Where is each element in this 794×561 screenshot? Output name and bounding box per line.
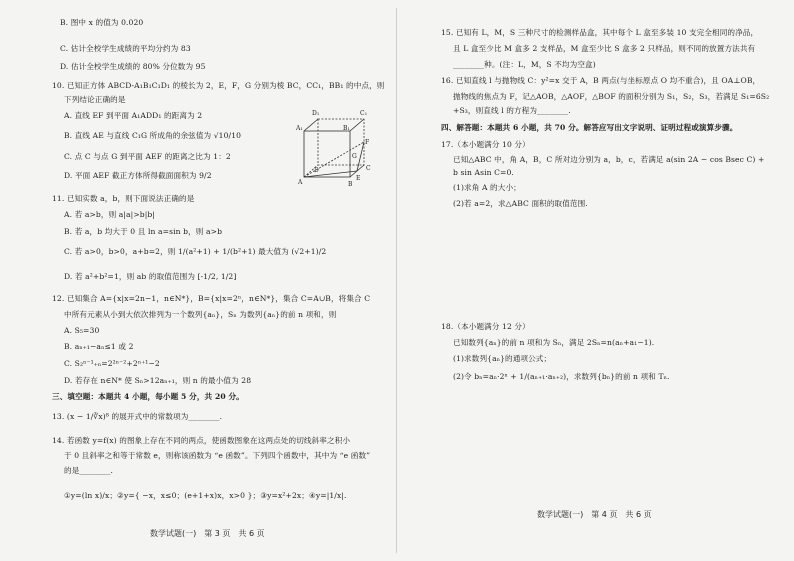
q9-option-c: C. 估计全校学生成绩的平均分约为 83 [60, 44, 191, 53]
cube-label-c1: C₁ [360, 110, 368, 117]
section-answer-header: 四、解答题：本题共 6 小题，共 70 分。解答应写出文字说明、证明过程或演算步骤。 [441, 123, 738, 132]
q14-functions: ①y=(ln x)/x；②y={ −x，x≤0；(e+1+x)x，x>0 }；③y=x²+2x；④y=|1/x|. [64, 491, 347, 500]
page-footer: 数学试题(一) 第 4 页 共 6 页 [537, 510, 652, 519]
q17-part1: (1)求角 A 的大小； [453, 183, 521, 192]
q10-stem: 10. 已知正方体 ABCD-A₁B₁C₁D₁ 的棱长为 2，E，F，G 分别为棱 BC，CC₁，BB₁ 的中点，则 [52, 81, 385, 90]
q14-line1: 14. 若函数 y=f(x) 的图象上存在不同的两点，使函数图象在这两点处的切线斜率之积小 [52, 436, 351, 445]
cube-label-b: B [348, 181, 353, 188]
q16-line1: 16. 已知直线 l 与抛物线 C：y²=x 交于 A，B 两点(与坐标原点 O 均不重合)，且 OA⊥OB， [441, 76, 761, 85]
section-fill-in-header: 三、填空题：本题共 4 小题，每小题 5 分，共 20 分。 [52, 392, 244, 401]
q12-option-d: D. 若存在 n∈N* 使 Sₙ>12aₙ₊₁，则 n 的最小值为 28 [64, 376, 252, 385]
q11-option-b: B. 若 a，b 均大于 0 且 ln a=sin b，则 a>b [64, 227, 223, 236]
q12-stem-cont: 中所有元素从小到大依次排列为一个数列{aₙ}，Sₙ 为数列{aₙ}的前 n 项和，则 [64, 310, 337, 319]
q10-option-b: B. 直线 AE 与直线 C₁G 所成角的余弦值为 √10/10 [64, 131, 242, 140]
q18-line1: 已知数列{aₙ}的前 n 项和为 Sₙ，满足 2Sₙ=n(aₙ+a₁−1). [453, 338, 655, 347]
q17-head: 17.（本小题满分 10 分） [441, 140, 530, 149]
q18-head: 18.（本小题满分 12 分） [441, 322, 530, 331]
q12-option-a: A. S₅=30 [64, 326, 100, 335]
q10-option-a: A. 直线 EF 到平面 A₁ADD₁ 的距离为 2 [64, 111, 203, 120]
q13: 13. (x − 1/∛x)⁸ 的展开式中的常数项为________. [52, 412, 223, 421]
cube-label-a: A [298, 179, 303, 186]
q11-option-a: A. 若 a>b，则 a|a|>b|b| [64, 210, 156, 219]
q15-line1: 15. 已知有 L，M，S 三种尺寸的检测样品盒，其中每个 L 盒至多装 10 支完全相同的净品， [441, 28, 759, 37]
q17-line1: 已知△ABC 中，角 A，B，C 所对边分别为 a，b，c，若满足 a(sin 2A − cos Bsec C) + [453, 155, 765, 164]
q10-stem-cont: 下列结论正确的是 [64, 95, 126, 104]
cube-label-b1: B₁ [343, 125, 351, 132]
q12-stem: 12. 已知集合 A={x|x=2n−1，n∈N*}，B={x|x=2ⁿ，n∈N*}，集合 C=A∪B，将集合 C [52, 294, 371, 303]
cube-label-a1: A₁ [296, 125, 303, 132]
q14-line2: 于 0 且斜率之和等于常数 e，则称该函数为 “e 函数”。下列四个函数中，其中为 “e 函数” [64, 451, 371, 460]
cube-label-e: E [356, 175, 361, 182]
q16-line2: 抛物线的焦点为 F，记△AOB，△AOF，△BOF 的面积分别为 S₁，S₂，S₃，若满足 S₁=6S₂ [453, 92, 770, 101]
q9-option-d: D. 估计全校学生成绩的 80% 分位数为 95 [60, 62, 206, 71]
q17-part2: (2)若 a=2，求△ABC 面积的取值范围. [453, 199, 588, 208]
q12-option-b: B. aₙ₊₁−aₙ≤1 或 2 [64, 342, 134, 351]
q15-line3: ________种。(注：L，M，S 不均为空盒) [453, 60, 596, 69]
q15-line2: 且 L 盒至少比 M 盒多 2 支样品，M 盒至少比 S 盒多 2 只样品，则不同的放置方法共有 [453, 44, 756, 53]
cube-label-d1: D₁ [312, 110, 320, 117]
cube-label-f: F [365, 139, 370, 146]
cube-label-c: C [366, 165, 371, 172]
q18-part1: (1)求数列{aₙ}的通项公式； [453, 354, 552, 363]
q10-option-d: D. 平面 AEF 截正方体所得截面面积为 9/2 [64, 171, 212, 180]
q18-part2: (2)令 bₙ=aₙ·2ⁿ + 1/(aₙ₊₁·aₙ₊₂)，求数列{bₙ}的前 n 项和 Tₙ. [453, 372, 670, 381]
q11-option-d: D. 若 a²+b²=1，则 ab 的取值范围为 [-1/2, 1/2] [64, 272, 237, 281]
exam-page-4 [397, 0, 794, 561]
q17-line2: b sin Asin C=0. [453, 168, 514, 177]
page-footer: 数学试题(一) 第 3 页 共 6 页 [150, 529, 265, 538]
cube-figure [300, 115, 370, 183]
q10-option-c: C. 点 C 与点 G 到平面 AEF 的距离之比为 1：2 [64, 152, 231, 161]
cube-label-g: G [352, 153, 357, 160]
q14-line3: 的是________. [64, 466, 114, 475]
cube-label-d: D [314, 167, 319, 174]
q11-stem: 11. 已知实数 a，b，则下面说法正确的是 [52, 194, 195, 203]
q12-option-c: C. S₂ⁿ⁻¹₊ₙ=2²ⁿ⁻²+2ⁿ⁺¹−2 [64, 359, 160, 368]
q9-option-b: B. 图中 x 的值为 0.020 [60, 18, 144, 27]
q16-line3: +S₃，则直线 l 的方程为________. [453, 106, 571, 115]
q11-option-c: C. 若 a>0，b>0，a+b=2，则 1/(a²+1) + 1/(b²+1) 最大值为 (√2+1)/2 [64, 247, 327, 256]
